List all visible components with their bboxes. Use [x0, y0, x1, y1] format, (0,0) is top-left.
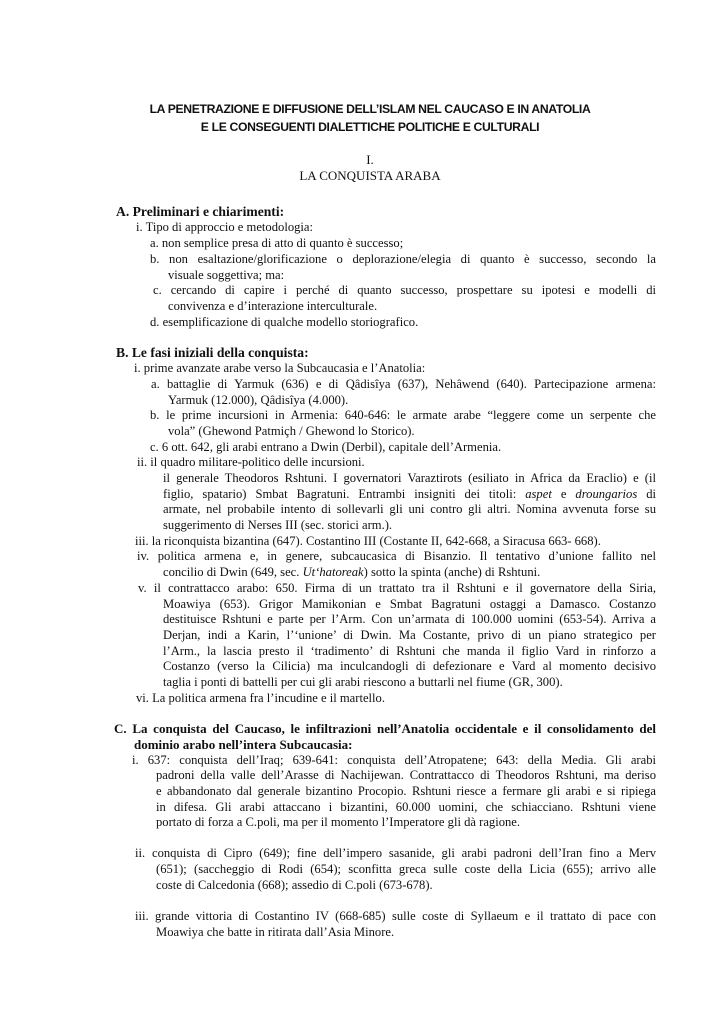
section-a-item-b-line-1: b. non esaltazione/glorificazione o deplorazione/elegia di quanto è successo, secondo la	[150, 252, 656, 266]
section-b-item-v-line-1: v. il contrattacco arabo: 650. Firma di un trattato tra il Rshtuni e il governatore della Siria,	[138, 581, 656, 595]
section-c-heading-line-1: C. La conquista del Caucaso, le infiltrazioni nell’Anatolia occidentale e il consolidamento del	[114, 721, 656, 736]
section-c-item-iii-line-2: Moawiya che batte in ritirata dall’Asia Minore.	[156, 925, 395, 939]
section-b-item-v-line-6: Costanzo (verso la Cilicia) ma inculcandogli di defezionare e Vard al momento decisivo	[163, 659, 656, 673]
section-b-item-i: i. prime avanzate arabe verso la Subcaucasia e l’Anatolia:	[134, 361, 426, 375]
section-c-item-i-line-1: i. 637: conquista dell’Iraq; 639-641: conquista dell’Atropatene; 643: della Media. Gli arabi	[132, 753, 656, 767]
section-b-item-ii-line-1: il generale Theodoros Rshtuni. I governatori Varaztirots (esiliato in Africa da Eraclio) e (il	[163, 471, 656, 485]
section-b-item-v-line-2: Moawiya (653). Grigor Mamikonian e Smbat Bagratuni ostaggi a Damasco. Costanzo	[163, 597, 656, 611]
document-title-line-1: LA PENETRAZIONE E DIFFUSIONE DELL’ISLAM NEL CAUCASO E IN ANATOLIA	[149, 102, 591, 116]
section-a-item-i: i. Tipo di approccio e metodologia:	[136, 220, 313, 234]
section-b-item-a-line-1: a. battaglie di Yarmuk (636) e di Qâdisîya (637), Nehâwend (640). Partecipazione armena:	[151, 377, 656, 391]
section-b-item-b-line-1: b. le prime incursioni in Armenia: 640-646: le armate arabe “leggere come un serpente che	[150, 408, 656, 422]
section-b-item-iv-line-1: iv. politica armena e, in genere, subcaucasica di Bisanzio. Il tentativo d’unione fallito nel	[137, 549, 656, 563]
section-c-item-iii-line-1: iii. grande vittoria di Costantino IV (668-685) sulle coste di Syllaeum e il trattato di pace con	[135, 909, 656, 923]
italic-work-title: Ut‘hatoreak	[302, 565, 364, 579]
section-c-item-i-line-2: padroni della valle dell’Arasse di Nachijewan. Contrattacco di Theodoros Rshtuni, ma deriso	[156, 768, 656, 782]
section-c-item-i-line-5: portato di forza a C.poli, ma per il momento l’Imperatore gli dà ragione.	[156, 815, 521, 829]
section-b-item-ii: ii. il quadro militare-politico delle incursioni.	[137, 455, 365, 469]
section-c-item-i-line-4: in difesa. Gli arabi attaccano i bizantini, 60.000 uomini, che schiacciano. Rshtuni viene	[156, 800, 656, 814]
section-b-heading: B. Le fasi iniziali della conquista:	[116, 345, 309, 360]
chapter-number: I.	[366, 152, 374, 167]
section-a-heading: A. Preliminari e chiarimenti:	[116, 204, 285, 219]
chapter-title: LA CONQUISTA ARABA	[299, 168, 441, 183]
section-b-item-v-line-7: taglia i ponti di battelli per cui gli arabi riescono a buttarli nel fiume (GR, 300).	[163, 675, 563, 689]
section-b-item-v-line-3: destituisce Rshtuni e parte per l’Arm. Con un’armata di 100.000 uomini (653-54). Arriva a	[163, 612, 656, 626]
section-a-item-d: d. esemplificazione di qualche modello storiografico.	[150, 315, 419, 329]
section-b-item-iv-line-2: concilio di Dwin (649, sec. Ut‘hatoreak) sotto la spinta (anche) di Rshtuni.	[163, 565, 541, 579]
section-c-item-ii-line-1: ii. conquista di Cipro (649); fine dell’impero sasanide, gli arabi padroni dell’Iran fino a Merv	[135, 846, 656, 860]
document-title-line-2: E LE CONSEGUENTI DIALETTICHE POLITICHE E CULTURALI	[200, 120, 540, 134]
section-a-item-c-line-1: c. cercando di capire i perché di quanto successo, prospettare su ipotesi e modelli di	[153, 283, 656, 297]
section-c-heading-line-2: dominio arabo nell’intera Subcaucasia:	[134, 737, 353, 752]
section-a-item-a: a. non semplice presa di atto di quanto è successo;	[150, 236, 404, 250]
section-a-item-c-line-2: convivenza e d’interazione interculturale.	[168, 299, 378, 313]
section-b-item-b-line-2: vola” (Ghewond Patmiçh / Ghewond lo Storico).	[168, 424, 415, 438]
section-c-item-i-line-3: e abbandonato dal generale bizantino Procopio. Rshtuni riesce a fermare gli arabi e si ripiega	[156, 784, 656, 798]
section-c-item-ii-line-3: coste di Calcedonia (668); assedio di C.poli (673-678).	[156, 878, 433, 892]
section-c-item-ii-line-2: (651); (saccheggio di Rodi (654); sconfitta greca sulle coste della Licia (655); arrivo alle	[156, 862, 656, 876]
section-b-item-v-line-5: l’Arm., la lascia presto il ‘tradimento’ di Rshtuni che manda il figlio Vard in rinforzo a	[163, 644, 656, 658]
section-b-item-a-line-2: Yarmuk (12.000), Qâdisîya (4.000).	[168, 393, 349, 407]
section-b-item-c: c. 6 ott. 642, gli arabi entrano a Dwin (Derbil), capitale dell’Armenia.	[150, 440, 502, 454]
section-b-item-iii: iii. la riconquista bizantina (647). Costantino III (Costante II, 642-668, a Siracusa 663- 668).	[135, 534, 601, 548]
section-b-item-vi: vi. La politica armena fra l’incudine e il martello.	[136, 691, 385, 705]
section-a-item-b-line-2: visuale soggettiva; ma:	[168, 268, 285, 282]
italic-title-droungarios: droungarios	[575, 487, 638, 501]
section-b-item-ii-line-3: armate, nel probabile intento di sollevarli gli uni contro gli altri. Nomina avvenuta forse su	[163, 502, 656, 516]
section-b-item-ii-line-4: suggerimento di Nerses III (sec. storici arm.).	[163, 518, 393, 532]
section-b-item-ii-line-2: figlio, spatario) Smbat Bagratuni. Entrambi insigniti dei titoli: aspet e droungarios di	[163, 487, 657, 501]
italic-title-aspet: aspet	[525, 487, 552, 501]
section-b-item-v-line-4: Derjan, indi a Karin, l’‘unione’ di Dwin. Ma Costante, privo di un piano strategico per	[163, 628, 656, 642]
